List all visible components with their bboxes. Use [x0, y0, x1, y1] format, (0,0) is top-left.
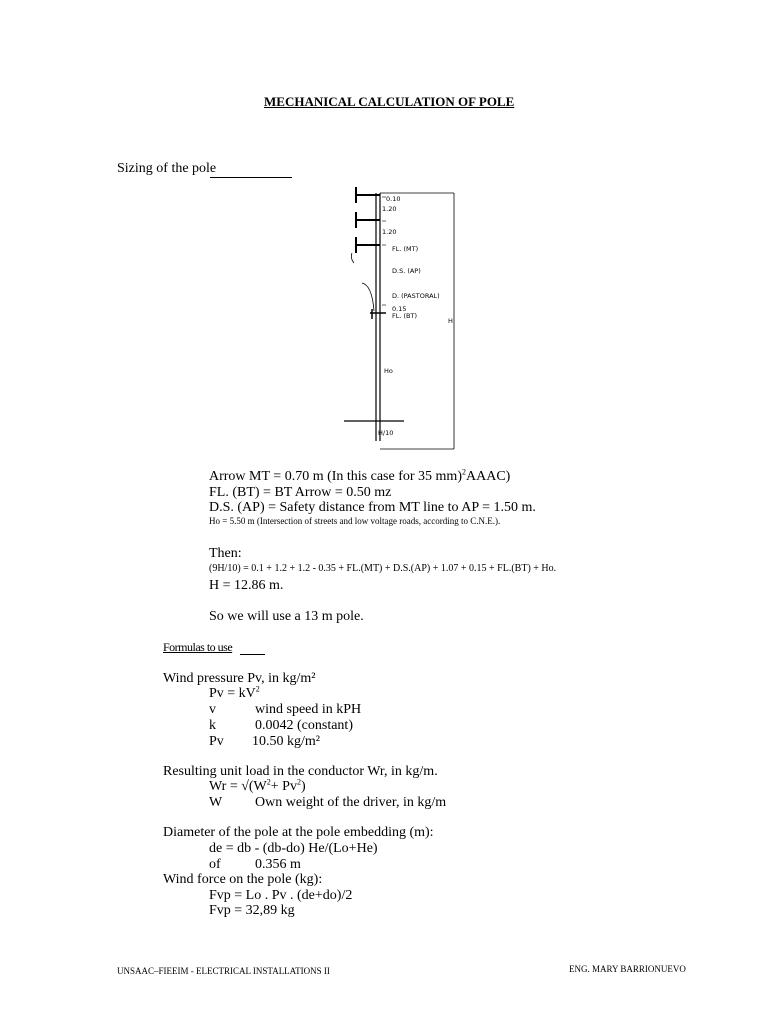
label-ho: Ho	[384, 367, 393, 375]
fvp-value: Fvp = 32,89 kg	[209, 903, 295, 918]
load-title: Resulting unit load in the conductor Wr, in kg/m.	[163, 764, 438, 779]
w-symbol: W	[209, 795, 223, 810]
label-h-10: H/10	[378, 429, 394, 437]
page-title: MECHANICAL CALCULATION OF POLE	[264, 94, 515, 109]
of-symbol: of	[209, 857, 221, 872]
ho-line: Ho = 5.50 m (Intersection of streets and low voltage roads, according to C.N.E.).	[209, 516, 501, 526]
arrow-mt-line: Arrow MT = 0.70 m (In this case for 35 mm)$^2$AAAC)	[209, 467, 511, 484]
ds-ap-line: D.S. (AP) = Safety distance from MT line to AP = 1.50 m.	[209, 500, 536, 515]
footer-left: UNSAAC–FIEEIM - ELECTRICAL INSTALLATIONS II	[117, 966, 330, 976]
section-heading: Sizing of the pole	[117, 161, 217, 176]
v-symbol: v	[209, 702, 216, 717]
k-symbol: k	[209, 718, 216, 733]
wind-title: Wind pressure Pv, in kg/m²	[163, 671, 316, 686]
label-h: H	[448, 317, 453, 325]
wr-formula: $Wr = √(W^2+ Pv^2)$	[209, 777, 306, 794]
v-desc: wind speed in kPH	[255, 702, 362, 717]
pole-diagram	[340, 183, 465, 453]
heading-rule	[210, 177, 292, 178]
pv-symbol: Pv	[209, 734, 224, 749]
pv-formula: $Pv = kV^2$	[209, 684, 260, 701]
label-fl-mt: FL. (MT)	[392, 245, 419, 253]
force-title: Wind force on the pole (kg):	[163, 872, 323, 887]
label-0-10: 0.10	[386, 195, 401, 203]
label-ds-ap: D.S. (AP)	[392, 267, 421, 275]
fl-bt-line: FL. (BT) = BT Arrow = 0.50 mz	[209, 485, 392, 500]
then-formula: (9H/10) = 0.1 + 1.2 + 1.2 - 0.35 + FL.(MT) + D.S.(AP) + 1.07 + 0.15 + FL.(BT) + Ho.	[209, 563, 557, 574]
k-desc: 0.0042 (constant)	[255, 718, 353, 733]
of-desc: 0.356 m	[255, 857, 301, 872]
label-fl-bt: FL. (BT)	[392, 312, 417, 320]
label-1-20a: 1.20	[382, 205, 397, 213]
then-label: Then:	[209, 546, 242, 561]
label-0-15: 0.15	[392, 305, 407, 313]
pv-desc: 10.50 kg/m²	[252, 734, 320, 749]
diam-title: Diameter of the pole at the pole embedding (m):	[163, 825, 434, 840]
formulas-heading: Formulas to use	[163, 640, 233, 654]
fvp-formula: Fvp = Lo . Pv . (de+do)/2	[209, 888, 353, 903]
conclusion: So we will use a 13 m pole.	[209, 609, 364, 624]
w-desc: Own weight of the driver, in kg/m	[255, 795, 447, 810]
label-pastoral: D. (PASTORAL)	[392, 292, 440, 300]
formulas-rule	[240, 654, 265, 655]
footer-right: ENG. MARY BARRIONUEVO	[569, 964, 686, 974]
h-result: H = 12.86 m.	[209, 578, 284, 593]
label-1-20b: 1.20	[382, 228, 397, 236]
de-formula: de = db - (db-do) He/(Lo+He)	[209, 841, 378, 856]
